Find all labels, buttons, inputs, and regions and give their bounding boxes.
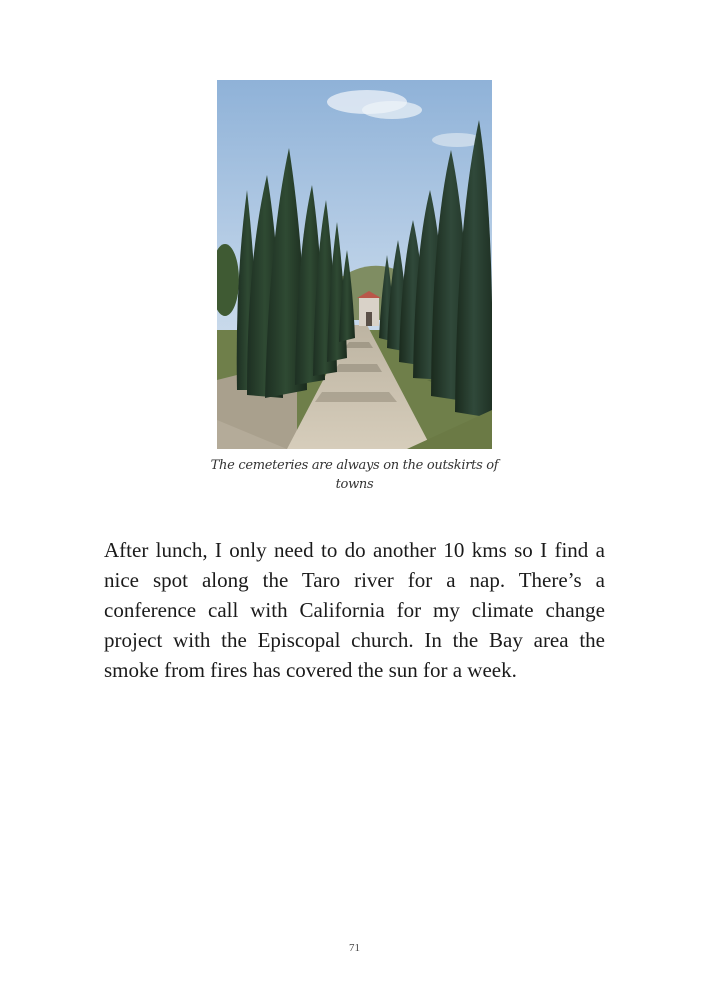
body-paragraph: After lunch, I only need to do another 10 kms so I find a nice spot along the Taro river for a nap. There’s a conference call with California for my climate change project with the Episcopal church. In the Bay area the smoke from fires has covered the sun for a week. (104, 538, 605, 682)
figure-caption: The cemeteries are always on the outskirts of towns (210, 458, 499, 492)
page-number: 71 (349, 942, 360, 954)
cemetery-photo (217, 80, 492, 449)
